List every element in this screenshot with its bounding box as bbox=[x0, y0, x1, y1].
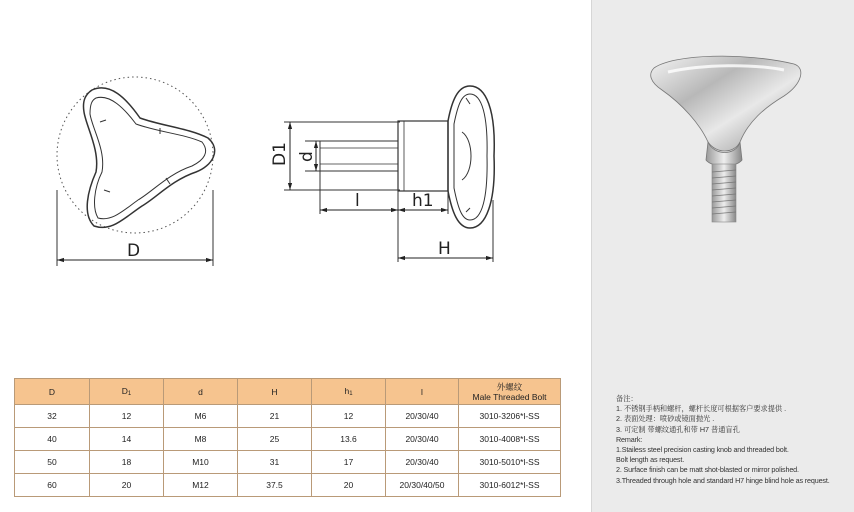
cell-H: 31 bbox=[238, 451, 312, 474]
dimension-D1-label: D1 bbox=[270, 142, 290, 166]
header-d: d bbox=[164, 379, 238, 405]
header-h1 bbox=[312, 379, 386, 405]
cell-D: 50 bbox=[15, 451, 90, 474]
knob-side-view bbox=[320, 86, 494, 228]
cell-H: 37.5 bbox=[238, 474, 312, 497]
knob-outline-outer bbox=[83, 88, 214, 228]
cell-bolt: 3010-6012*l-SS bbox=[459, 474, 561, 497]
table-row bbox=[15, 428, 561, 451]
dimension-h1-label: h1 bbox=[412, 191, 434, 211]
remarks-title-cn: 备注： bbox=[616, 394, 638, 403]
knob-top-view bbox=[57, 77, 215, 233]
remarks-title-en: Remark: bbox=[616, 434, 643, 444]
cell-d: M8 bbox=[164, 428, 238, 451]
remarks-line3-cn: 3. 可定制 带螺纹通孔和带 H7 普通盲孔 bbox=[616, 424, 740, 434]
cell-D1: 18 bbox=[90, 451, 164, 474]
cell-d: M12 bbox=[164, 474, 238, 497]
header-D1 bbox=[90, 379, 164, 405]
dimension-l bbox=[320, 171, 398, 262]
cell-l: 20/30/40 bbox=[386, 405, 459, 428]
dimension-d bbox=[297, 141, 322, 171]
technical-drawing bbox=[0, 0, 591, 300]
remarks-line2-cn: 2. 表面处理：喷砂或镜面抛光 . bbox=[616, 414, 715, 424]
cell-H: 25 bbox=[238, 428, 312, 451]
header-h1-sub: 1 bbox=[349, 391, 353, 397]
table-header-row bbox=[15, 379, 561, 405]
cell-l: 20/30/40/50 bbox=[386, 474, 459, 497]
remarks-line1b-en: Bolt length as request. bbox=[616, 455, 685, 465]
header-D: D bbox=[15, 379, 90, 405]
dimension-D-label: D bbox=[127, 241, 141, 261]
cell-D1: 20 bbox=[90, 474, 164, 497]
cell-h1: 13.6 bbox=[312, 428, 386, 451]
cell-l: 20/30/40 bbox=[386, 428, 459, 451]
header-H: H bbox=[238, 379, 312, 405]
outer-diameter-circle bbox=[57, 77, 213, 233]
remarks-line1-cn: 1. 不锈钢手柄和螺杆，螺杆长度可根据客户要求提供 . bbox=[616, 404, 787, 414]
cell-l: 20/30/40 bbox=[386, 451, 459, 474]
cell-h1: 20 bbox=[312, 474, 386, 497]
header-bolt bbox=[459, 379, 561, 405]
cell-bolt: 3010-3206*l-SS bbox=[459, 405, 561, 428]
table-row bbox=[15, 405, 561, 428]
dimension-H-label: H bbox=[438, 239, 451, 259]
cell-D: 32 bbox=[15, 405, 90, 428]
cell-h1: 12 bbox=[312, 405, 386, 428]
spec-table bbox=[14, 378, 561, 497]
cell-bolt: 3010-5010*l-SS bbox=[459, 451, 561, 474]
cell-D1: 14 bbox=[90, 428, 164, 451]
cell-D1: 12 bbox=[90, 405, 164, 428]
dimension-h1 bbox=[398, 191, 448, 214]
cell-D: 40 bbox=[15, 428, 90, 451]
cell-h1: 17 bbox=[312, 451, 386, 474]
table-row bbox=[15, 451, 561, 474]
header-D1-sub: 1 bbox=[127, 391, 132, 397]
remarks bbox=[616, 394, 830, 486]
cell-d: M6 bbox=[164, 405, 238, 428]
remarks-line3-en: 3.Threaded through hole and standard H7 hinge blind hole as request. bbox=[616, 475, 830, 485]
cell-bolt: 3010-4008*l-SS bbox=[459, 428, 561, 451]
knob-outline-inner bbox=[90, 97, 206, 218]
cell-D: 60 bbox=[15, 474, 90, 497]
remarks-line2-en: 2. Surface finish can be matt shot-blasted or mirror polished. bbox=[616, 465, 799, 475]
header-bolt-cn: 外螺纹 bbox=[496, 381, 523, 392]
header-bolt-en: Male Threaded Bolt bbox=[472, 391, 547, 402]
header-D1-main: D bbox=[121, 386, 128, 396]
header-h1-main: h bbox=[344, 386, 350, 396]
product-photo bbox=[644, 50, 812, 230]
dimension-l-label: l bbox=[355, 191, 360, 211]
header-l: l bbox=[386, 379, 459, 405]
product-info-panel bbox=[591, 0, 854, 512]
dimension-d-label: d bbox=[297, 151, 317, 162]
cell-d: M10 bbox=[164, 451, 238, 474]
remarks-line1-en: 1.Stailess steel precision casting knob and threaded bolt. bbox=[616, 445, 789, 455]
dimension-D1 bbox=[270, 122, 400, 190]
cell-H: 21 bbox=[238, 405, 312, 428]
table-row bbox=[15, 474, 561, 497]
dimension-D bbox=[57, 190, 213, 266]
